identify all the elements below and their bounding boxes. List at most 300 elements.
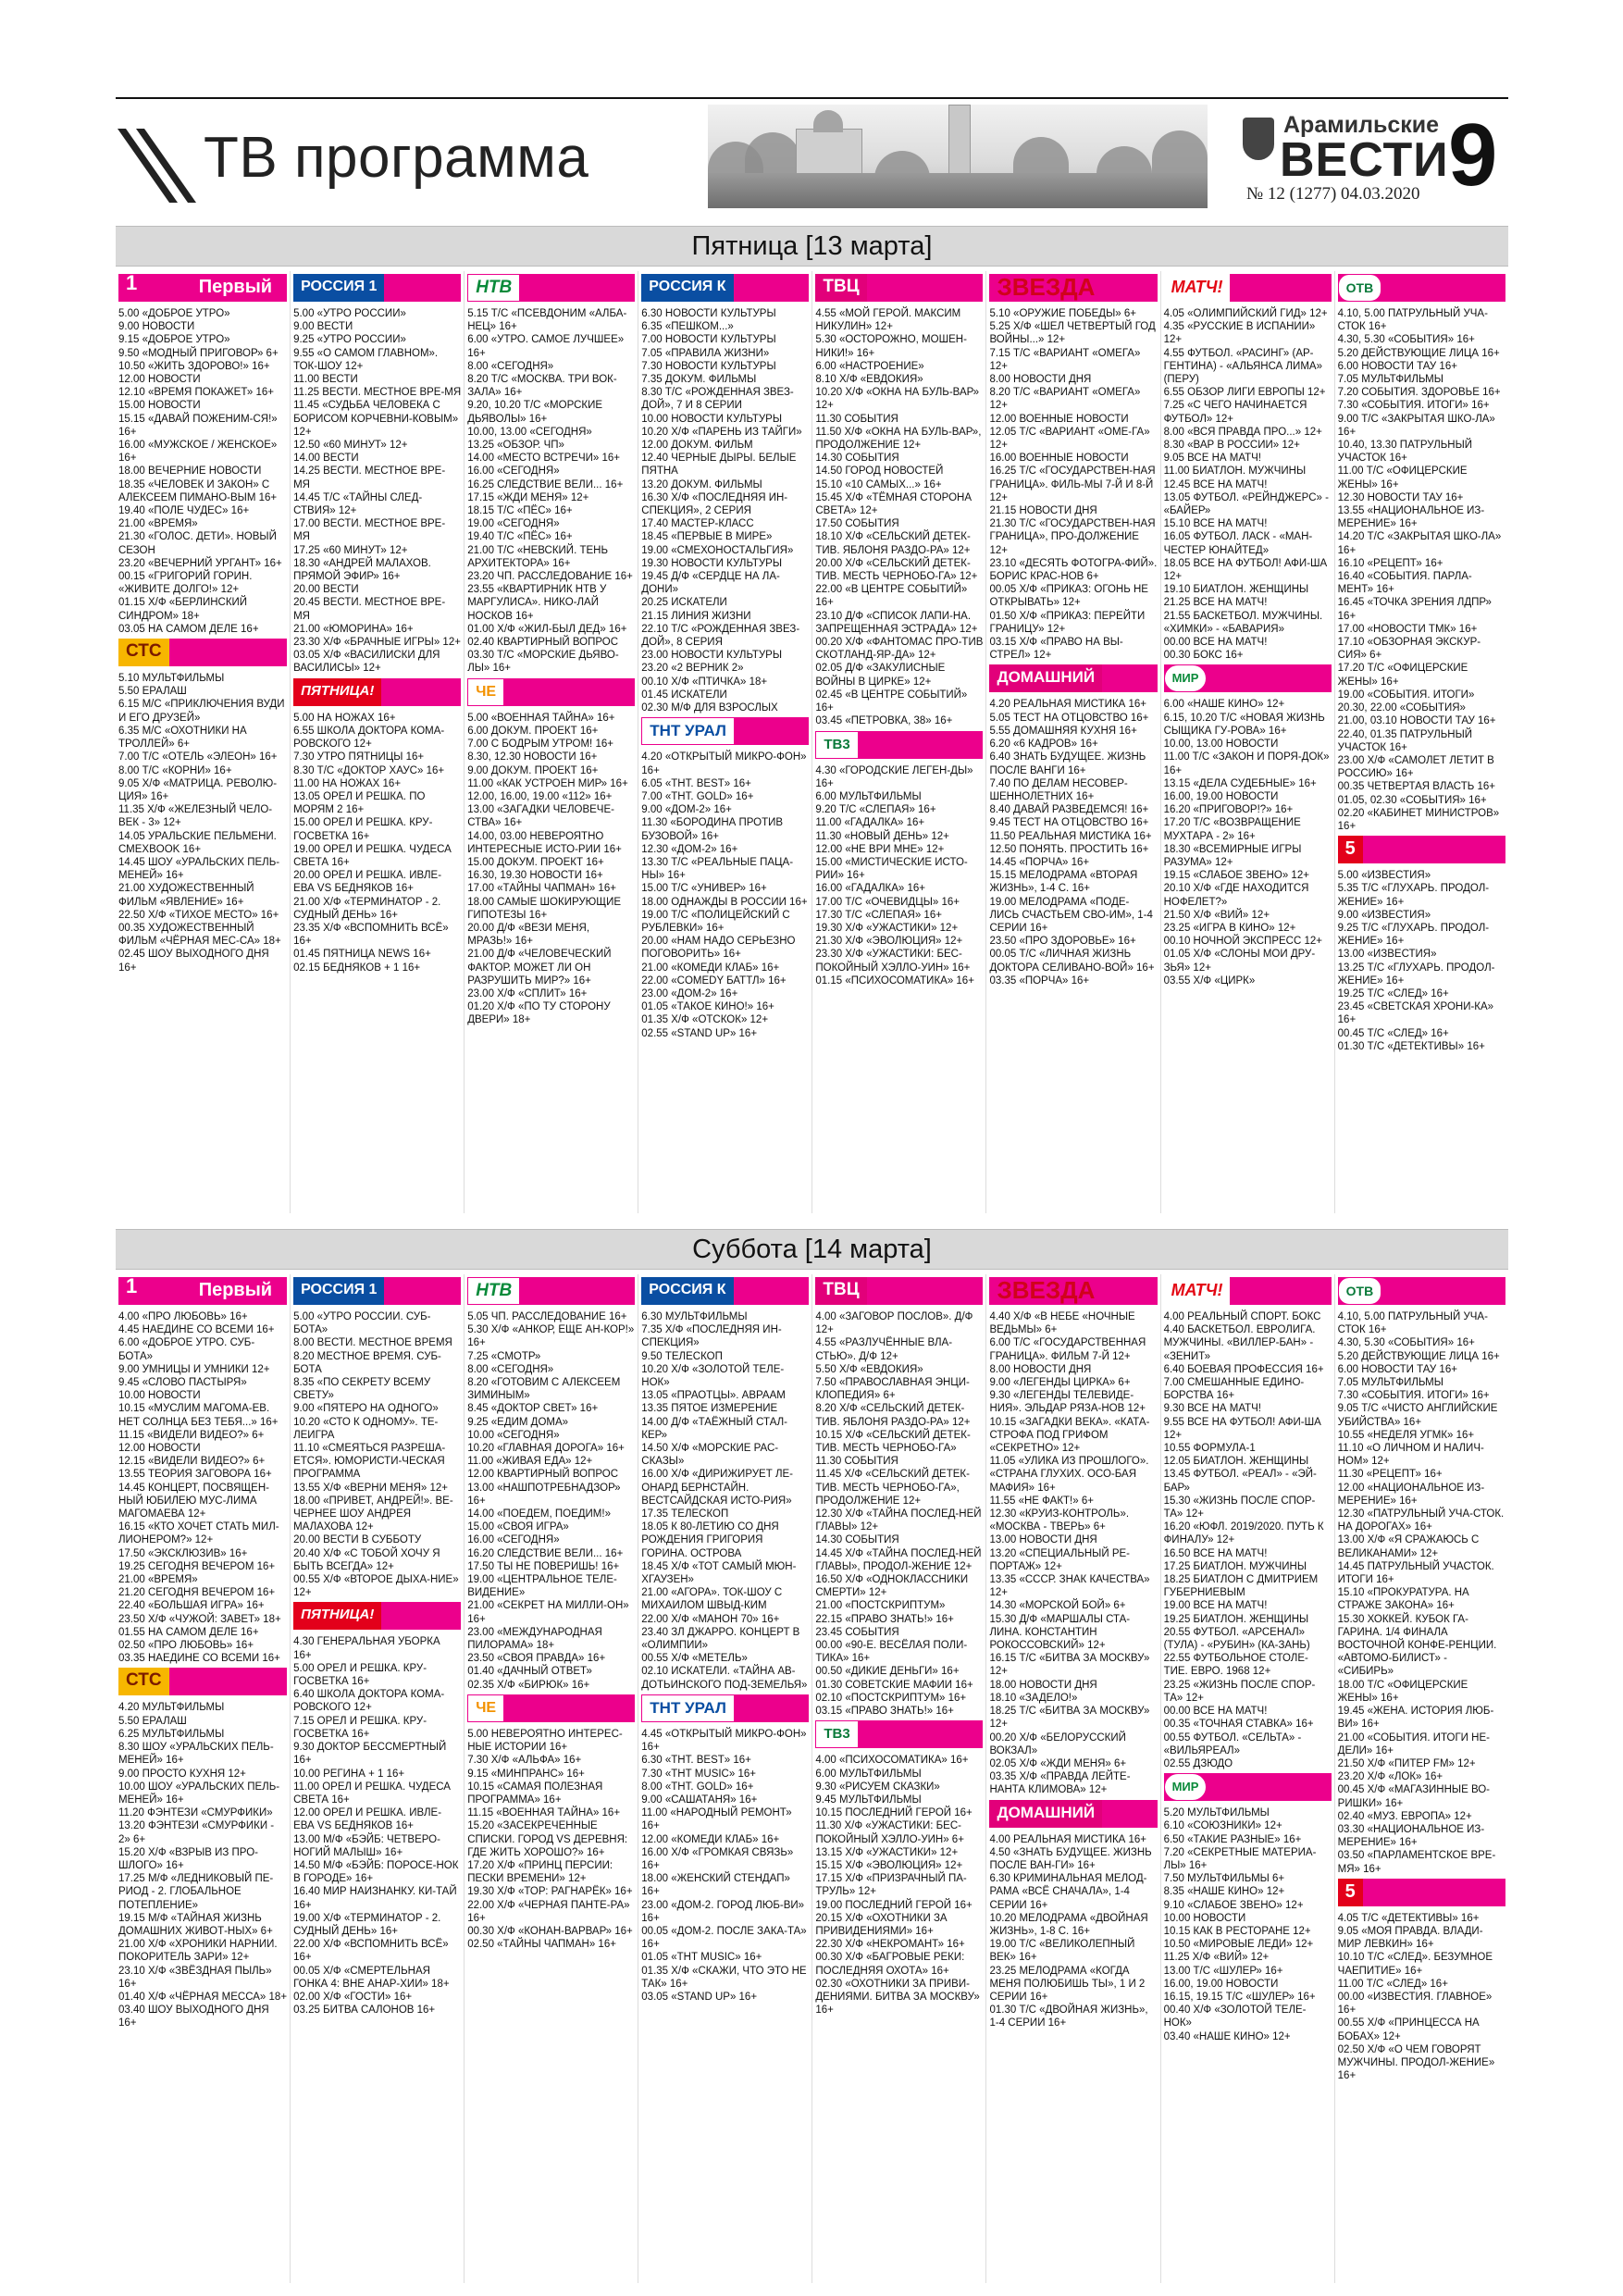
program-entry: 6.40 БОЕВАЯ ПРОФЕССИЯ 16+ — [1163, 1363, 1324, 1375]
program-entry: 13.00 НОВОСТИ ДНЯ — [989, 1534, 1097, 1546]
channel-column — [464, 1274, 638, 2283]
program-entry: 15.00 ДОКУМ. ПРОЕКТ 16+ — [467, 856, 604, 868]
program-entry: 23.00 «ДОМ-2» 16+ — [641, 987, 738, 999]
program-entry: 6.55 ШКОЛА ДОКТОРА КОМА-РОВСКОГО 12+ — [293, 725, 445, 751]
program-entry: 01.00 Х/Ф «ЖИЛ-БЫЛ ДЕД» 16+ — [467, 623, 627, 635]
program-entry: 6.00 «ДОБРОЕ УТРО. СУБ-БОТА» — [118, 1337, 255, 1362]
program-entry: 9.05 ВСЕ НА МАТЧ! — [1163, 453, 1262, 465]
program-entry: 14.45 КОНЦЕРТ, ПОСВЯЩЕН-НЫЙ ЮБИЛЕЮ МУС-ЛИМА МАГОМАЕВА 12+ — [118, 1482, 269, 1520]
channel-logo-label: РОССИЯ К — [641, 1277, 733, 1305]
program-entry: 03.30 Т/С «МОРСКИЕ ДЬЯВО-ЛЫ» 16+ — [467, 650, 619, 675]
program-entry: 7.05 МУЛЬТФИЛЬМЫ — [1337, 374, 1443, 386]
program-entry: 16.10 «РЕЦЕПТ» 16+ — [1337, 557, 1443, 569]
program-entry: 19.00 «СЕГОДНЯ» — [467, 518, 560, 530]
program-entry: 00.35 ХУДОЖЕСТВЕННЫЙ ФИЛЬМ «ЧЁРНАЯ МЕС-СА» 18+ — [118, 922, 281, 948]
program-entry: 6.15 М/С «ПРИКЛЮЧЕНИЯ ВУДИ И ЕГО ДРУЗЕЙ» — [118, 699, 285, 724]
program-entry: 19.00 Т/С «ВЕЛИКОЛЕПНЫЙ ВЕК» 16+ — [989, 1939, 1135, 1964]
schedule-friday — [116, 271, 1508, 1213]
program-entry: 16.20 «ЮФЛ. 2019/2020. ПУТЬ К ФИНАЛУ» 12+ — [1163, 1521, 1324, 1546]
program-entry: 8.00 НОВОСТИ ДНЯ — [989, 1363, 1092, 1375]
program-entry: 4.05 «ОЛИМПИЙСКИЙ ГИД» 12+ — [1163, 308, 1328, 319]
program-entry: 16.40 «СОБЫТИЯ. ПАРЛА-МЕНТ» 16+ — [1337, 571, 1472, 596]
channel-logo-pervy — [118, 274, 287, 302]
program-entry: 18.00 Т/С «ОФИЦЕРСКИЕ ЖЕНЫ» 16+ — [1337, 1679, 1468, 1704]
program-entry: 11.15 «ВИДЕЛИ ВИДЕО?» 6+ — [118, 1429, 265, 1441]
program-entry: 13.00 М/Ф «БЭЙБ: ЧЕТВЕРО-НОГИЙ МАЛЫШ» 16+ — [293, 1833, 440, 1858]
program-entry: 13.20 «СПЕЦИАЛЬНЫЙ РЕ-ПОРТАЖ» 12+ — [989, 1547, 1130, 1572]
program-entry: 16.00 «СЕГОДНЯ» — [467, 1534, 560, 1546]
program-entry: 4.05 Т/С «ДЕТЕКТИВЫ» 16+ — [1337, 1912, 1480, 1924]
program-entry: 14.00 ВЕСТИ — [293, 453, 359, 465]
program-entry: 00.35 «ТОЧНАЯ СТАВКА» 16+ — [1163, 1719, 1314, 1731]
program-entry: 12.50 ПОНЯТЬ. ПРОСТИТЬ 16+ — [989, 843, 1149, 855]
program-entry: 13.15 «ДЕЛА СУДЕБНЫЕ» 16+ — [1163, 777, 1317, 789]
program-entry: 01.50 Х/Ф «ПРИКАЗ: ПЕРЕЙТИ ГРАНИЦУ» 12+ — [989, 610, 1146, 635]
channel-logo-label: ТВЦ — [815, 274, 866, 302]
program-entry: 23.50 «СВОЯ ПРАВДА» 16+ — [467, 1653, 606, 1665]
program-entry: 9.15 «МИНПРАНС» 16+ — [467, 1768, 585, 1780]
program-entry: 9.10 «СЛАБОЕ ЗВЕНО» 12+ — [1163, 1899, 1304, 1911]
program-entry: 12.00 «НЕ ВРИ МНЕ» 12+ — [815, 843, 945, 855]
program-entry: 7.25 «СМОТР» — [467, 1350, 541, 1362]
program-entry: 10.10 Т/С «СЛЕД». БЕЗУМНОЕ ЧАЕПИТИЕ» 16+ — [1337, 1952, 1493, 1977]
channel-logo-label: ТВЦ — [815, 1277, 866, 1305]
program-entry: 17.00 Т/С «ОЧЕВИДЦЫ» 16+ — [815, 896, 960, 908]
program-entry: 11.00 Т/С «ЗАКОН И ПОРЯ-ДОК» 16+ — [1163, 751, 1330, 776]
program-entry: 01.15 Х/Ф «БЕРЛИНСКИЙ СИНДРОМ» 18+ — [118, 597, 248, 622]
program-entry: 23.00 Х/Ф «САМОЛЕТ ЛЕТИТ В РОССИЮ» 16+ — [1337, 754, 1494, 780]
program-entry: 4.30 ГЕНЕРАЛЬНАЯ УБОРКА 16+ — [293, 1636, 440, 1661]
program-entry: 10.00 РЕГИНА + 1 16+ — [293, 1768, 405, 1780]
program-entry: 10.20 Х/Ф «ЗОЛОТОЙ ТЕЛЕ-НОК» — [641, 1363, 785, 1389]
program-entry: 6.00 МУЛЬТФИЛЬМЫ — [815, 1768, 922, 1780]
channel-logo-label: ТВ3 — [815, 731, 858, 759]
channel-column — [1334, 1274, 1508, 2283]
program-entry: 9.20 Т/С «СЛЕПАЯ» 16+ — [815, 804, 936, 816]
program-entry: 23.00 НОВОСТИ КУЛЬТУРЫ — [641, 650, 783, 662]
channel-column — [464, 271, 638, 1213]
program-entry: 23.20 «2 ВЕРНИК 2» — [641, 663, 744, 675]
program-entry: 8.00 НОВОСТИ ДНЯ — [989, 374, 1092, 386]
program-entry: 20.30, 22.00 «СОБЫТИЯ» — [1337, 702, 1466, 714]
program-entry: 8.00 «ВСЯ ПРАВДА ПРО...» 12+ — [1163, 426, 1322, 438]
program-entry: 11.00 «ГАДАЛКА» 16+ — [815, 817, 925, 829]
program-entry: 00.05 Т/С «ЛИЧНАЯ ЖИЗНЬ ДОКТОРА СЕЛИВАНО-ВОЙ» 16+ — [989, 949, 1155, 974]
program-entry: 10.55 «НЕДЕЛЯ УГМК» 16+ — [1337, 1429, 1475, 1441]
program-entry: 12.30 Х/Ф «ТАЙНА ПОСЛЕД-НЕЙ ГЛАВЫ» 12+ — [815, 1508, 982, 1533]
program-entry: 02.45 «В ЦЕНТРЕ СОБЫТИЙ» 16+ — [815, 689, 968, 714]
program-entry: 7.15 ОРЕЛ И РЕШКА. КРУ-ГОСВЕТКА 16+ — [293, 1715, 427, 1740]
program-entry: 6.00 ДОКУМ. ПРОЕКТ 16+ — [467, 725, 599, 737]
program-entry: 5.50 ЕРАЛАШ — [118, 686, 187, 698]
channel-logo-label: ПЯТНИЦА! — [293, 678, 381, 706]
program-entry: 11.15 «ВОЕННАЯ ТАЙНА» 16+ — [467, 1807, 621, 1819]
program-entry: 17.15 «ЖДИ МЕНЯ» 12+ — [467, 491, 589, 503]
program-entry: 16.00, 19.00 НОВОСТИ — [1163, 1978, 1279, 1990]
program-entry: 02.45 ШОУ ВЫХОДНОГО ДНЯ 16+ — [118, 949, 269, 974]
program-entry: 02.05 Х/Ф «ЖДИ МЕНЯ» 6+ — [989, 1757, 1127, 1769]
program-entry: 00.55 Х/Ф «МЕТЕЛЬ» — [641, 1653, 748, 1665]
program-entry: 21.55 БАСКЕТБОЛ. МУЖЧИНЫ. «ХИМКИ» - «БАВАРИЯ» — [1163, 610, 1323, 635]
program-entry: 23.25 «ЖИЗНЬ ПОСЛЕ СПОР-ТА» 12+ — [1163, 1679, 1316, 1704]
program-entry: 4.55 «МОЙ ГЕРОЙ. МАКСИМ НИКУЛИН» 12+ — [815, 308, 961, 333]
program-entry: 17.15 Х/Ф «ПРИЗРАЧНЫЙ ПА-ТРУЛЬ» 12+ — [815, 1873, 967, 1898]
program-entry: 23.00 «МЕЖДУНАРОДНАЯ ПИЛОРАМА» 18+ — [467, 1626, 602, 1652]
program-entry: 16.25 СЛЕДСТВИЕ ВЕЛИ... 16+ — [467, 478, 624, 490]
program-entry: 10.15 «МУСЛИМ МАГОМА-ЕВ. НЕТ СОЛНЦА БЕЗ ТЕБЯ...» 16+ — [118, 1403, 279, 1428]
program-entry: 02.30 М/Ф ДЛЯ ВЗРОСЛЫХ — [641, 702, 778, 714]
program-entry: 10.50 «ЖИТЬ ЗДОРОВО!» 16+ — [118, 360, 270, 372]
program-entry: 8.20 Х/Ф «СЕЛЬСКИЙ ДЕТЕК-ТИВ. ЯБЛОНЯ РАЗДО-РА» 12+ — [815, 1403, 971, 1428]
program-entry: 15.15 «ДАВАЙ ПОЖЕНИМ-СЯ!» 16+ — [118, 413, 278, 438]
program-entry: 6.00 «УТРО. САМОЕ ЛУЧШЕЕ» 16+ — [467, 334, 625, 359]
program-entry: 11.00 НА НОЖАХ 16+ — [293, 777, 402, 789]
program-entry: 16.00, 19.00 НОВОСТИ — [1163, 790, 1279, 802]
channel-logo-mir — [1164, 1773, 1332, 1801]
program-entry: 6.25 МУЛЬТФИЛЬМЫ — [118, 1728, 225, 1740]
program-entry: 7.15 Т/С «ВАРИАНТ «ОМЕГА» 12+ — [989, 347, 1141, 372]
program-entry: 7.00 Т/С «ОТЕЛЬ «ЭЛЕОН» 16+ — [118, 751, 278, 763]
program-entry: 5.10 МУЛЬТФИЛЬМЫ — [118, 673, 225, 685]
program-entry: 00.20 Х/Ф «БЕЛОРУССКИЙ ВОКЗАЛ» — [989, 1731, 1126, 1756]
program-entry: 11.45 «СУДЬБА ЧЕЛОВЕКА С БОРИСОМ КОРЧЕВНИ-КОВЫМ» 12+ — [293, 400, 459, 438]
program-entry: 23.20 «ВЕЧЕРНИЙ УРГАНТ» 16+ — [118, 557, 282, 569]
program-entry: 10.15 ПОСЛЕДНИЙ ГЕРОЙ 16+ — [815, 1807, 973, 1819]
program-entry: 4.30 «ГОРОДСКИЕ ЛЕГЕН-ДЫ» 16+ — [815, 764, 973, 789]
program-entry: 4.50 «ЗНАТЬ БУДУЩЕЕ. ЖИЗНЬ ПОСЛЕ ВАН-ГИ» 16+ — [989, 1846, 1152, 1871]
channel-column — [985, 1274, 1159, 2283]
program-entry: 16.05 ФУТБОЛ. ЛАСК - «МАН-ЧЕСТЕР ЮНАЙТЕД» — [1163, 531, 1313, 556]
program-entry: 13.25 Т/С «ГЛУХАРЬ. ПРОДОЛ-ЖЕНИЕ» 16+ — [1337, 962, 1495, 987]
program-entry: 11.30 СОБЫТИЯ — [815, 1456, 898, 1468]
program-entry: 02.40 КВАРТИРНЫЙ ВОПРОС — [467, 637, 619, 649]
program-entry: 5.25 Х/Ф «ШЕЛ ЧЕТВЕРТЫЙ ГОД ВОЙНЫ...» 12+ — [989, 321, 1156, 346]
program-entry: 02.00 Х/Ф «ГОСТИ» 16+ — [293, 1991, 413, 2003]
channel-logo-label: РОССИЯ 1 — [293, 1277, 384, 1305]
channel-logo-otv — [1338, 1277, 1505, 1305]
program-entry: 11.35 Х/Ф «ЖЕЛЕЗНЫЙ ЧЕЛО-ВЕК - 3» 12+ — [118, 804, 273, 829]
program-entry: 23.50 Х/Ф «ЧУЖОЙ: ЗАВЕТ» 18+ — [118, 1613, 281, 1625]
program-entry: 00.45 Т/С «СЛЕД» 16+ — [1337, 1027, 1449, 1039]
program-entry: 23.25 МЕЛОДРАМА «КОГДА МЕНЯ ПОЛЮБИШЬ ТЫ», 1 И 2 СЕРИИ 16+ — [989, 1965, 1146, 2003]
program-entry: 00.45 Х/Ф «МАГАЗИННЫЕ ВО-РИШКИ» 16+ — [1337, 1784, 1491, 1809]
channel-logo-label: ЧЕ — [467, 1694, 504, 1722]
program-entry: 13.05 ФУТБОЛ. «РЕЙНДЖЕРС» - «БАЙЕР» — [1163, 491, 1329, 517]
program-entry: 11.00 ОРЕЛ И РЕШКА. ЧУДЕСА СВЕТА 16+ — [293, 1781, 451, 1806]
program-entry: 7.25 «С ЧЕГО НАЧИНАЕТСЯ ФУТБОЛ» 12+ — [1163, 400, 1307, 425]
program-entry: 16.45 «ТОЧКА ЗРЕНИЯ ЛДПР» 16+ — [1337, 597, 1492, 622]
program-entry: 17.20 Т/С «ВОЗВРАЩЕНИЕ МУХТАРА - 2» 16+ — [1163, 817, 1301, 842]
program-entry: 11.20 ФЭНТЕЗИ «СМУРФИКИ» — [118, 1807, 273, 1819]
program-entry: 22.40, 01.35 ПАТРУЛЬНЫЙ УЧАСТОК 16+ — [1337, 728, 1473, 753]
program-entry: 5.10 «ОРУЖИЕ ПОБЕДЫ» 6+ — [989, 308, 1136, 319]
channel-logo-mir — [1164, 664, 1332, 692]
program-entry: 13.00 Т/С «ШУЛЕР» 16+ — [1163, 1965, 1283, 1977]
program-entry: 11.45 Х/Ф «СЕЛЬСКИЙ ДЕТЕК-ТИВ. МЕСТЬ ЧЕРНОБО-ГА», ПРОДОЛЖЕНИЕ 12+ — [815, 1469, 970, 1507]
program-entry: 02.50 «ТАЙНЫ ЧАПМАН» 16+ — [467, 1939, 616, 1951]
program-entry: 18.10 «ЗАДЕЛО!» — [989, 1692, 1078, 1704]
program-entry: 23.30 Х/Ф «БРАЧНЫЕ ИГРЫ» 12+ — [293, 637, 461, 649]
channel-logo-5 — [1338, 836, 1505, 863]
program-entry: 18.05 К 80-ЛЕТИЮ СО ДНЯ РОЖДЕНИЯ ГРИГОРИЯ ГОРИНА. ОСТРОВА — [641, 1521, 779, 1559]
program-entry: 7.50 МУЛЬТФИЛЬМЫ 6+ — [1163, 1873, 1285, 1885]
program-entry: 9.25 «УТРО РОССИИ» — [293, 334, 406, 346]
program-entry: 19.00 ОРЕЛ И РЕШКА. ЧУДЕСА СВЕТА 16+ — [293, 843, 452, 868]
program-entry: 18.45 Х/Ф «ТОТ САМЫЙ МЮН-ХГАУЗЕН» — [641, 1560, 797, 1586]
channel-logo-label: ДОМАШНИЙ — [989, 664, 1102, 692]
program-entry: 16.00 Х/Ф «ГРОМКАЯ СВЯЗЬ» 16+ — [641, 1846, 794, 1871]
program-entry: 01.40 Х/Ф «ЧЁРНАЯ МЕССА» 18+ — [118, 1991, 288, 2003]
program-entry: 15.30 Д/Ф «МАРШАЛЫ СТА-ЛИНА. КОНСТАНТИН РОКОССОВСКИЙ» 12+ — [989, 1613, 1131, 1652]
program-entry: 21.20 СЕГОДНЯ ВЕЧЕРОМ 16+ — [118, 1587, 276, 1599]
program-entry: 6.30 МУЛЬТФИЛЬМЫ — [641, 1311, 748, 1322]
program-entry: 4.30, 5.30 «СОБЫТИЯ» 16+ — [1337, 334, 1475, 346]
program-entry: 19.45 «ЖЕНА. ИСТОРИЯ ЛЮБ-ВИ» 16+ — [1337, 1706, 1494, 1731]
program-entry: 23.45 «СВЕТСКАЯ ХРОНИ-КА» 16+ — [1337, 1001, 1494, 1026]
coat-of-arms-icon — [1243, 118, 1274, 160]
program-entry: 23.00 Х/Ф «СПЛИТ» 16+ — [467, 987, 588, 999]
program-entry: 22.00 «COMEDY БАТТЛ» 16+ — [641, 974, 787, 987]
program-entry: 6.40 ШКОЛА ДОКТОРА КОМА-РОВСКОГО 12+ — [293, 1689, 445, 1714]
program-entry: 11.30 Х/Ф «УЖАСТИКИ: БЕС-ПОКОЙНЫЙ ХЭЛЛО-УИН» 6+ — [815, 1820, 964, 1845]
program-entry: 13.55 «НАЦИОНАЛЬНОЕ ИЗ-МЕРЕНИЕ» 16+ — [1337, 505, 1485, 530]
program-entry: 01.30 Т/С «ДЕТЕКТИВЫ» 16+ — [1337, 1040, 1485, 1052]
channel-logo-rossiya1 — [293, 274, 461, 302]
program-entry: 00.50 «ДИКИЕ ДЕНЬГИ» 16+ — [815, 1666, 960, 1678]
program-entry: 9.00 «ИЗВЕСТИЯ» — [1337, 909, 1431, 921]
program-entry: 21.30 Т/С «ГОСУДАРСТВЕН-НАЯ ГРАНИЦА», ПРО-ДОЛЖЕНИЕ 12+ — [989, 518, 1156, 556]
program-entry: 01.05 Х/Ф «СЛОНЫ МОИ ДРУ-ЗЬЯ» 12+ — [1163, 949, 1316, 974]
program-entry: 8.00 Т/С «КОРНИ» 16+ — [118, 764, 232, 776]
channel-logo-label: СТС — [118, 639, 169, 666]
program-entry: 12.00 ВОЕННЫЕ НОВОСТИ — [989, 413, 1129, 425]
channel-logo-label: ЗВЕЗДА — [997, 1277, 1096, 1304]
program-entry: 5.00 «ВОЕННАЯ ТАЙНА» 16+ — [467, 712, 615, 724]
program-entry: 14.45 Х/Ф «ТАЙНА ПОСЛЕД-НЕЙ ГЛАВЫ», ПРОДОЛ-ЖЕНИЕ 12+ — [815, 1547, 982, 1572]
program-entry: 20.25 ИСКАТЕЛИ — [641, 597, 727, 609]
program-entry: 4.35 «РУССКИЕ В ИСПАНИИ» 12+ — [1163, 321, 1316, 346]
program-entry: 23.00 «ДОМ-2. ГОРОД ЛЮБ-ВИ» 16+ — [641, 1899, 805, 1924]
program-entry: 12.00 КВАРТИРНЫЙ ВОПРОС — [467, 1469, 619, 1481]
program-entry: 11.00 «ЖИВАЯ ЕДА» 12+ — [467, 1456, 593, 1468]
program-entry: 13.00 «ИЗВЕСТИЯ» — [1337, 949, 1437, 961]
program-entry: 8.00 «СЕГОДНЯ» — [467, 360, 554, 372]
channel-column — [116, 271, 290, 1213]
program-entry: 13.05 «ПРАОТЦЫ». АВРААМ — [641, 1390, 786, 1402]
program-entry: 9.45 «СЛОВО ПАСТЫРЯ» — [118, 1377, 247, 1389]
program-entry: 6.10 «СОЮЗНИКИ» 12+ — [1163, 1820, 1282, 1832]
program-entry: 11.05 «УЛИКА ИЗ ПРОШЛОГО». «СТРАНА ГЛУХИХ. ОСО-БАЯ МАФИЯ» 16+ — [989, 1456, 1149, 1494]
program-entry: 21.00 Х/Ф «ХРОНИКИ НАРНИИ. ПОКОРИТЕЛЬ ЗАРИ» 12+ — [118, 1939, 278, 1964]
program-entry: 15.10 «10 САМЫХ...» 16+ — [815, 478, 942, 490]
program-entry: 4.20 «ОТКРЫТЫЙ МИКРО-ФОН» 16+ — [641, 751, 807, 776]
program-entry: 21.50 Х/Ф «ВИЙ» 12+ — [1163, 909, 1270, 921]
first-channel-icon: 1 — [126, 274, 138, 294]
program-entry: 13.55 ТЕОРИЯ ЗАГОВОРА 16+ — [118, 1469, 272, 1481]
program-entry: 01.35 Х/Ф «ОТСКОК» 12+ — [641, 1014, 769, 1026]
program-entry: 19.40 «ПОЛЕ ЧУДЕС» 16+ — [118, 505, 250, 517]
channel-logo-label: ПЯТНИЦА! — [293, 1602, 381, 1630]
channel-logo-label: ОТВ — [1338, 274, 1382, 302]
program-entry: 7.40 ПО ДЕЛАМ НЕСОВЕР-ШЕННОЛЕТНИХ 16+ — [989, 777, 1128, 802]
channel-logo-tv3 — [815, 731, 983, 759]
program-entry: 15.30 «ЖИЗНЬ ПОСЛЕ СПОР-ТА» 12+ — [1163, 1495, 1316, 1520]
channel-logo-che — [467, 678, 635, 706]
program-entry: 10.00 НОВОСТИ — [1163, 1912, 1246, 1924]
program-entry: 15.45 Х/Ф «ТЁМНАЯ СТОРОНА СВЕТА» 12+ — [815, 491, 973, 517]
program-entry: 11.30 «РЕЦЕПТ» 16+ — [1337, 1469, 1443, 1481]
program-entry: 19.30 НОВОСТИ КУЛЬТУРЫ — [641, 557, 783, 569]
program-entry: 20.00 ОРЕЛ И РЕШКА. ИВЛЕ-ЕВА VS БЕДНЯКОВ 16+ — [293, 870, 442, 895]
channel-logo-match — [1164, 274, 1332, 302]
program-entry: 14.00 «ПОЕДЕМ, ПОЕДИМ!» — [467, 1508, 611, 1520]
program-entry: 15.30 ХОККЕЙ. КУБОК ГА-ГАРИНА. 1/4 ФИНАЛА ВОСТОЧНОЙ КОНФЕ-РЕНЦИИ. «АВТОМО-БИЛИСТ» - «СИБИРЬ» — [1337, 1613, 1497, 1678]
program-entry: 02.40 «МУЗ. ЕВРОПА» 12+ — [1337, 1810, 1472, 1822]
program-entry: 17.20 Х/Ф «ПРИНЦ ПЕРСИИ: ПЕСКИ ВРЕМЕНИ» 12+ — [467, 1859, 613, 1885]
program-entry: 11.30 «НОВЫЙ ДЕНЬ» 12+ — [815, 830, 949, 842]
program-entry: 12.05 БИАТЛОН. ЖЕНЩИНЫ — [1163, 1456, 1309, 1468]
program-entry: 9.00 «ПЯТЕРО НА ОДНОГО» — [293, 1403, 439, 1415]
program-entry: 21.15 НОВОСТИ ДНЯ — [989, 505, 1097, 517]
program-entry: 00.15 «ГРИГОРИЙ ГОРИН. «ЖИВИТЕ ДОЛГО!» 12+ — [118, 571, 253, 596]
program-entry: 00.30 Х/Ф «БАГРОВЫЕ РЕКИ: ПОСЛЕДНЯЯ ОХОТА» 16+ — [815, 1952, 965, 1977]
program-entry: 5.00 НЕВЕРОЯТНО ИНТЕРЕС-НЫЕ ИСТОРИИ 16+ — [467, 1728, 623, 1754]
program-entry: 19.00 «СОБЫТИЯ. ИТОГИ» — [1337, 689, 1475, 701]
program-entry: 21.00 «ЮМОРИНА» 16+ — [293, 623, 414, 635]
program-entry: 01.05 «ТАКОЕ КИНО!» 16+ — [641, 1001, 774, 1013]
channel-logo-domashny — [989, 1800, 1157, 1828]
program-entry: 18.00 САМЫЕ ШОКИРУЮЩИЕ ГИПОТЕЗЫ 16+ — [467, 896, 622, 921]
channel-logo-label: ТВ3 — [815, 1720, 858, 1748]
program-entry: 12.05 Т/С «ВАРИАНТ «ОМЕ-ГА» 12+ — [989, 426, 1150, 452]
program-entry: 00.35 ЧЕТВЕРТАЯ ВЛАСТЬ 16+ — [1337, 781, 1495, 793]
program-entry: 14.45 ШОУ «УРАЛЬСКИХ ПЕЛЬ-МЕНЕЙ» 16+ — [118, 856, 280, 882]
program-entry: 9.25 Т/С «ГЛУХАРЬ. ПРОДОЛ-ЖЕНИЕ» 16+ — [1337, 922, 1490, 948]
channel-logo-pyatnica — [293, 1602, 461, 1630]
program-entry: 17.40 МАСТЕР-КЛАСС — [641, 518, 754, 530]
program-entry: 22.00 Х/Ф «ВСПОМНИТЬ ВСЁ» 16+ — [293, 1939, 449, 1964]
program-entry: 7.00 НОВОСТИ КУЛЬТУРЫ — [641, 334, 776, 346]
channel-logo-label: РОССИЯ К — [641, 274, 733, 302]
program-entry: 17.35 ТЕЛЕСКОП — [641, 1508, 729, 1520]
program-entry: 14.50 М/Ф «БЭЙБ: ПОРОСЕ-НОК В ГОРОДЕ» 16+ — [293, 1859, 459, 1885]
program-entry: 9.00 Т/С «ЗАКРЫТАЯ ШКО-ЛА» 16+ — [1337, 413, 1495, 438]
program-entry: 11.00 «НАРОДНЫЙ РЕМОНТ» 16+ — [641, 1807, 792, 1832]
program-entry: 16.40 МИР НАИЗНАНКУ. КИ-ТАЙ 16+ — [293, 1886, 457, 1911]
program-entry: 10.20 Х/Ф «ОКНА НА БУЛЬ-ВАР» 12+ — [815, 387, 980, 412]
program-entry: 14.00 «МЕСТО ВСТРЕЧИ» 16+ — [467, 453, 620, 465]
program-entry: 19.40 Т/С «ПЁС» 16+ — [467, 531, 573, 543]
program-entry: 7.20 «СЕКРЕТНЫЕ МАТЕРИА-ЛЫ» 16+ — [1163, 1846, 1317, 1871]
program-entry: 02.55 ДЗЮДО — [1163, 1757, 1233, 1769]
program-entry: 9.05 «МОЯ ПРАВДА. ВЛАДИ-МИР ЛЕВКИН» 16+ — [1337, 1925, 1483, 1951]
program-entry: 19.00 ПОСЛЕДНИЙ ГЕРОЙ 16+ — [815, 1899, 973, 1911]
program-entry: 6.00 МУЛЬТФИЛЬМЫ — [815, 790, 922, 802]
program-entry: 21.00 «СЕКРЕТ НА МИЛЛИ-ОН» 16+ — [467, 1600, 629, 1625]
channel-logo-rossiya-k — [641, 274, 809, 302]
program-entry: 01.05 «ТНТ MUSIC» 16+ — [641, 1952, 762, 1964]
program-entry: 11.10 «О ЛИЧНОМ И НАЛИЧ-НОМ» 12+ — [1337, 1443, 1484, 1468]
program-entry: 10.40, 13.30 ПАТРУЛЬНЫЙ УЧАСТОК 16+ — [1337, 440, 1473, 465]
program-entry: 7.50 «ПРАВОСЛАВНАЯ ЭНЦИ-КЛОПЕДИЯ» 6+ — [815, 1377, 970, 1402]
issue-info: № 12 (1277) 04.03.2020 — [1246, 184, 1420, 204]
program-entry: 13.20 ФЭНТЕЗИ «СМУРФИКИ - 2» 6+ — [118, 1820, 275, 1845]
program-entry: 4.00 РЕАЛЬНАЯ МИСТИКА 16+ — [989, 1833, 1147, 1845]
channel-logo-tnt — [641, 1694, 809, 1722]
program-entry: 20.55 ФУТБОЛ. «АРСЕНАЛ» (ТУЛА) - «РУБИН» (КА-ЗАНЬ) — [1163, 1626, 1310, 1652]
program-entry: 4.20 РЕАЛЬНАЯ МИСТИКА 16+ — [989, 699, 1147, 711]
program-entry: 8.30, 12.30 НОВОСТИ 16+ — [467, 751, 598, 763]
program-entry: 18.00 ОДНАЖДЫ В РОССИИ 16+ — [641, 896, 808, 908]
program-entry: 13.25 «ОБЗОР. ЧП» — [467, 440, 564, 452]
program-entry: 22.10 Т/С «РОЖДЕННАЯ ЗВЕЗ-ДОЙ», 8 СЕРИЯ — [641, 623, 800, 649]
program-entry: 19.10 БИАТЛОН. ЖЕНЩИНЫ — [1163, 584, 1309, 596]
program-entry: 14.45 «ПОРЧА» 16+ — [989, 856, 1090, 868]
program-entry: 22.40 «БОЛЬШАЯ ИГРА» 16+ — [118, 1600, 265, 1612]
program-entry: 7.30 НОВОСТИ КУЛЬТУРЫ — [641, 360, 776, 372]
program-entry: 11.10 «СМЕЯТЬСЯ РАЗРЕША-ЕТСЯ». ЮМОРИСТИ-ЧЕСКАЯ ПРОГРАММА — [293, 1443, 446, 1481]
program-entry: 23.25 «ИГРА В КИНО» 12+ — [1163, 922, 1296, 934]
program-entry: 10.00 «СЕГОДНЯ» — [467, 1429, 560, 1441]
program-entry: 8.30 Т/С «ДОКТОР ХАУС» 16+ — [293, 764, 445, 776]
program-entry: 01.45 ПЯТНИЦА NEWS 16+ — [293, 949, 431, 961]
program-entry: 9.55 ВСЕ НА ФУТБОЛ! АФИ-ША 12+ — [1163, 1416, 1321, 1441]
program-entry: 01.35 Х/Ф «СКАЖИ, ЧТО ЭТО НЕ ТАК» 16+ — [641, 1965, 807, 1990]
channel-logo-zvezda — [989, 1277, 1157, 1305]
program-entry: 19.25 СЕГОДНЯ ВЕЧЕРОМ 16+ — [118, 1560, 276, 1572]
program-entry: 9.50 ТЕЛЕСКОП — [641, 1350, 723, 1362]
program-entry: 6.35 «ПЕШКОМ...» — [641, 321, 734, 333]
program-entry: 6.00 НОВОСТИ ТАУ 16+ — [1337, 1363, 1457, 1375]
program-entry: 03.50 «ПАРЛАМЕНТСКОЕ ВРЕ-МЯ» 16+ — [1337, 1850, 1496, 1875]
program-entry: 8.30 ШОУ «УРАЛЬСКИХ ПЕЛЬ-МЕНЕЙ» 16+ — [118, 1742, 274, 1767]
program-entry: 21.25 ВСЕ НА МАТЧ! — [1163, 597, 1268, 609]
program-entry: 03.05 Х/Ф «ВАСИЛИСКИ ДЛЯ ВАСИЛИСЫ» 12+ — [293, 650, 440, 675]
program-entry: 7.30 «СОБЫТИЯ. ИТОГИ» 16+ — [1337, 1390, 1490, 1402]
program-entry: 12.00 «КОМЕДИ КЛАБ» 16+ — [641, 1833, 780, 1845]
program-entry: 5.00 «ДОБРОЕ УТРО» — [118, 308, 230, 319]
program-entry: 9.00 НОВОСТИ — [118, 321, 195, 333]
program-entry: 6.30 НОВОСТИ КУЛЬТУРЫ — [641, 308, 776, 319]
channel-logo-5 — [1338, 1879, 1505, 1906]
program-entry: 16.50 Х/Ф «ОДНОКЛАССНИКИ СМЕРТИ» 12+ — [815, 1574, 969, 1599]
program-entry: 6.20 «6 КАДРОВ» 16+ — [989, 738, 1098, 751]
program-entry: 4.40 БАСКЕТБОЛ. ЕВРОЛИГА. МУЖЧИНЫ. «ВИЛЛЕР-БАН» - «ЗЕНИТ» — [1163, 1324, 1316, 1362]
program-entry: 15.10 ВСЕ НА МАТЧ! — [1163, 518, 1268, 530]
program-entry: 13.55 Х/Ф «ВЕРНИ МЕНЯ» 12+ — [293, 1482, 449, 1494]
program-entry: 9.55 «О САМОМ ГЛАВНОМ». ТОК-ШОУ 12+ — [293, 347, 439, 372]
program-entry: 4.45 НАЕДИНЕ СО ВСЕМИ 16+ — [118, 1324, 275, 1336]
program-entry: 11.50 РЕАЛЬНАЯ МИСТИКА 16+ — [989, 830, 1152, 842]
program-entry: 16.15 Т/С «БИТВА ЗА МОСКВУ» 12+ — [989, 1653, 1150, 1678]
section-title: ТВ программа — [204, 126, 589, 190]
program-entry: 02.15 БЕДНЯКОВ + 1 16+ — [293, 962, 421, 974]
program-entry: 8.20 МЕСТНОЕ ВРЕМЯ. СУБ-БОТА — [293, 1350, 441, 1375]
program-entry: 9.05 Х/Ф «МАТРИЦА. РЕВОЛЮ-ЦИЯ» 16+ — [118, 777, 278, 802]
program-entry: 00.10 Х/Ф «ПТИЧКА» 18+ — [641, 676, 768, 688]
program-entry: 6.00 НОВОСТИ ТАУ 16+ — [1337, 360, 1457, 372]
program-entry: 9.00 «ДОМ-2» 16+ — [641, 804, 732, 816]
program-entry: 8.45 «ДОКТОР СВЕТ» 16+ — [467, 1403, 599, 1415]
program-entry: 4.00 «ПРО ЛЮБОВЬ» 16+ — [118, 1311, 248, 1322]
program-entry: 5.35 Т/С «ГЛУХАРЬ. ПРОДОЛ-ЖЕНИЕ» 16+ — [1337, 883, 1490, 908]
program-entry: 12.00 НОВОСТИ — [118, 1443, 201, 1455]
program-entry: 10.15 КАК В РЕСТОРАНЕ 12+ — [1163, 1925, 1311, 1937]
program-entry: 5.30 «ОСТОРОЖНО, МОШЕН-НИКИ!» 16+ — [815, 334, 967, 359]
program-entry: 14.30 СОБЫТИЯ — [815, 1534, 899, 1546]
program-entry: 02.05 Д/Ф «ЗАКУЛИСНЫЕ ВОЙНЫ В ЦИРКЕ» 12+ — [815, 663, 946, 688]
channel-logo-zvezda — [989, 274, 1157, 302]
